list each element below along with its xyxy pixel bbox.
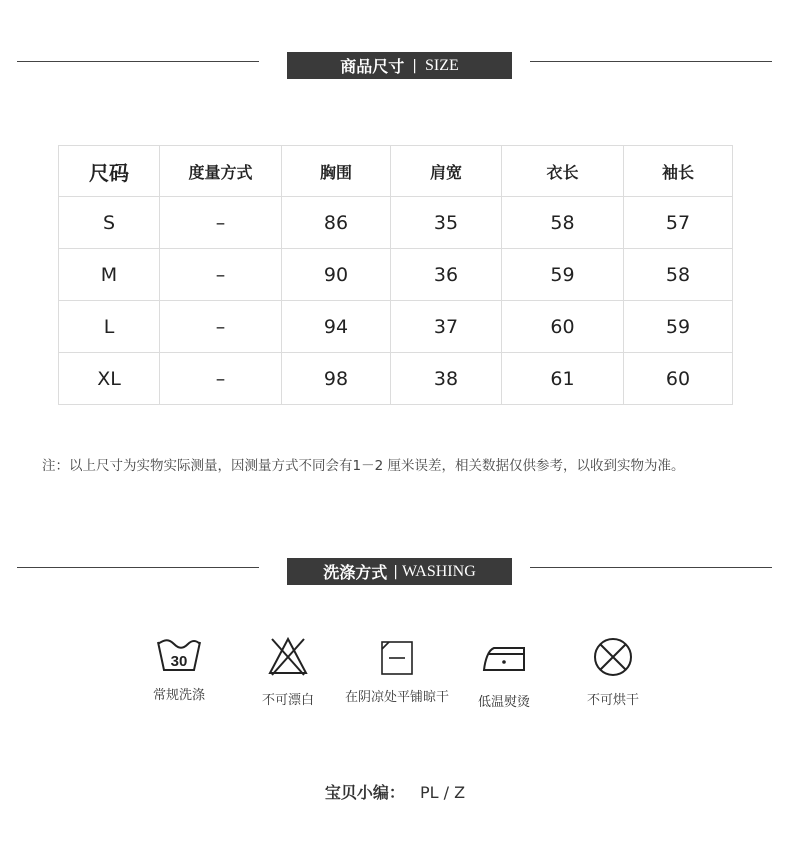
cell-chest: 86 xyxy=(282,197,391,249)
washing-title-separator: | xyxy=(393,563,398,580)
table-row xyxy=(59,353,733,405)
header-measure-method: 度量方式 xyxy=(160,146,282,197)
table-row xyxy=(59,197,733,249)
cell-method: – xyxy=(160,301,282,353)
cell-shoulder: 36 xyxy=(391,249,502,301)
cell-length: 60 xyxy=(502,301,624,353)
cell-chest: 94 xyxy=(282,301,391,353)
size-table xyxy=(58,145,733,405)
wash-item-dry-flat xyxy=(337,640,457,705)
cell-shoulder: 38 xyxy=(391,353,502,405)
header-size: 尺码 xyxy=(59,146,160,197)
size-divider-right xyxy=(530,61,772,62)
wash-label: 常规洗涤 xyxy=(152,688,205,703)
size-title-separator: | xyxy=(412,57,417,74)
cell-sleeve: 58 xyxy=(624,249,733,301)
header-length: 衣长 xyxy=(502,146,624,197)
washing-divider-right xyxy=(530,567,772,568)
header-sleeve: 袖长 xyxy=(624,146,733,197)
wash-label: 低温熨烫 xyxy=(477,695,530,710)
cell-sleeve: 60 xyxy=(624,353,733,405)
dry-flat-shade-icon xyxy=(337,640,457,676)
header-shoulder: 肩宽 xyxy=(391,146,502,197)
cell-method: – xyxy=(160,197,282,249)
cell-size: L xyxy=(59,301,160,353)
size-divider-left xyxy=(17,61,259,62)
editor-value: PL / Z xyxy=(420,783,466,802)
wash-item-no-tumble-dry xyxy=(553,635,673,708)
no-tumble-dry-icon xyxy=(553,635,673,679)
no-bleach-icon xyxy=(228,635,348,679)
size-section-title xyxy=(287,52,512,79)
cell-size: XL xyxy=(59,353,160,405)
cell-shoulder: 35 xyxy=(391,197,502,249)
size-title-zh: 商品尺寸 xyxy=(340,57,405,76)
washing-divider-left xyxy=(17,567,259,568)
cell-length: 58 xyxy=(502,197,624,249)
wash-item-regular xyxy=(119,636,239,703)
wash-temp-text: 30 xyxy=(170,653,188,670)
wash-label: 在阴凉处平铺晾干 xyxy=(344,690,449,705)
editor-credit xyxy=(0,780,790,803)
size-title-en: SIZE xyxy=(424,56,459,74)
wash-item-iron-low xyxy=(444,643,564,710)
header-chest: 胸围 xyxy=(282,146,391,197)
wash-label: 不可漂白 xyxy=(261,693,314,708)
cell-sleeve: 59 xyxy=(624,301,733,353)
washing-title-zh: 洗涤方式 xyxy=(323,563,388,582)
wash-label: 不可烘干 xyxy=(586,693,639,708)
wash-item-no-bleach xyxy=(228,635,348,708)
washing-section-title xyxy=(287,558,512,585)
wash-30-icon xyxy=(119,636,239,676)
cell-sleeve: 57 xyxy=(624,197,733,249)
iron-low-icon xyxy=(444,643,564,673)
cell-chest: 98 xyxy=(282,353,391,405)
table-row xyxy=(59,301,733,353)
cell-size: M xyxy=(59,249,160,301)
measurement-note: 注：以上尺寸为实物实际测量，因测量方式不同会有1－2 厘米误差，相关数据仅供参考，以收到实物为准。 xyxy=(42,458,685,474)
cell-length: 61 xyxy=(502,353,624,405)
cell-method: – xyxy=(160,353,282,405)
cell-chest: 90 xyxy=(282,249,391,301)
table-row xyxy=(59,249,733,301)
editor-label: 宝贝小编： xyxy=(324,783,405,802)
washing-title-en: WASHING xyxy=(401,562,476,580)
size-table-header-row xyxy=(59,146,733,197)
cell-method: – xyxy=(160,249,282,301)
cell-size: S xyxy=(59,197,160,249)
cell-shoulder: 37 xyxy=(391,301,502,353)
cell-length: 59 xyxy=(502,249,624,301)
